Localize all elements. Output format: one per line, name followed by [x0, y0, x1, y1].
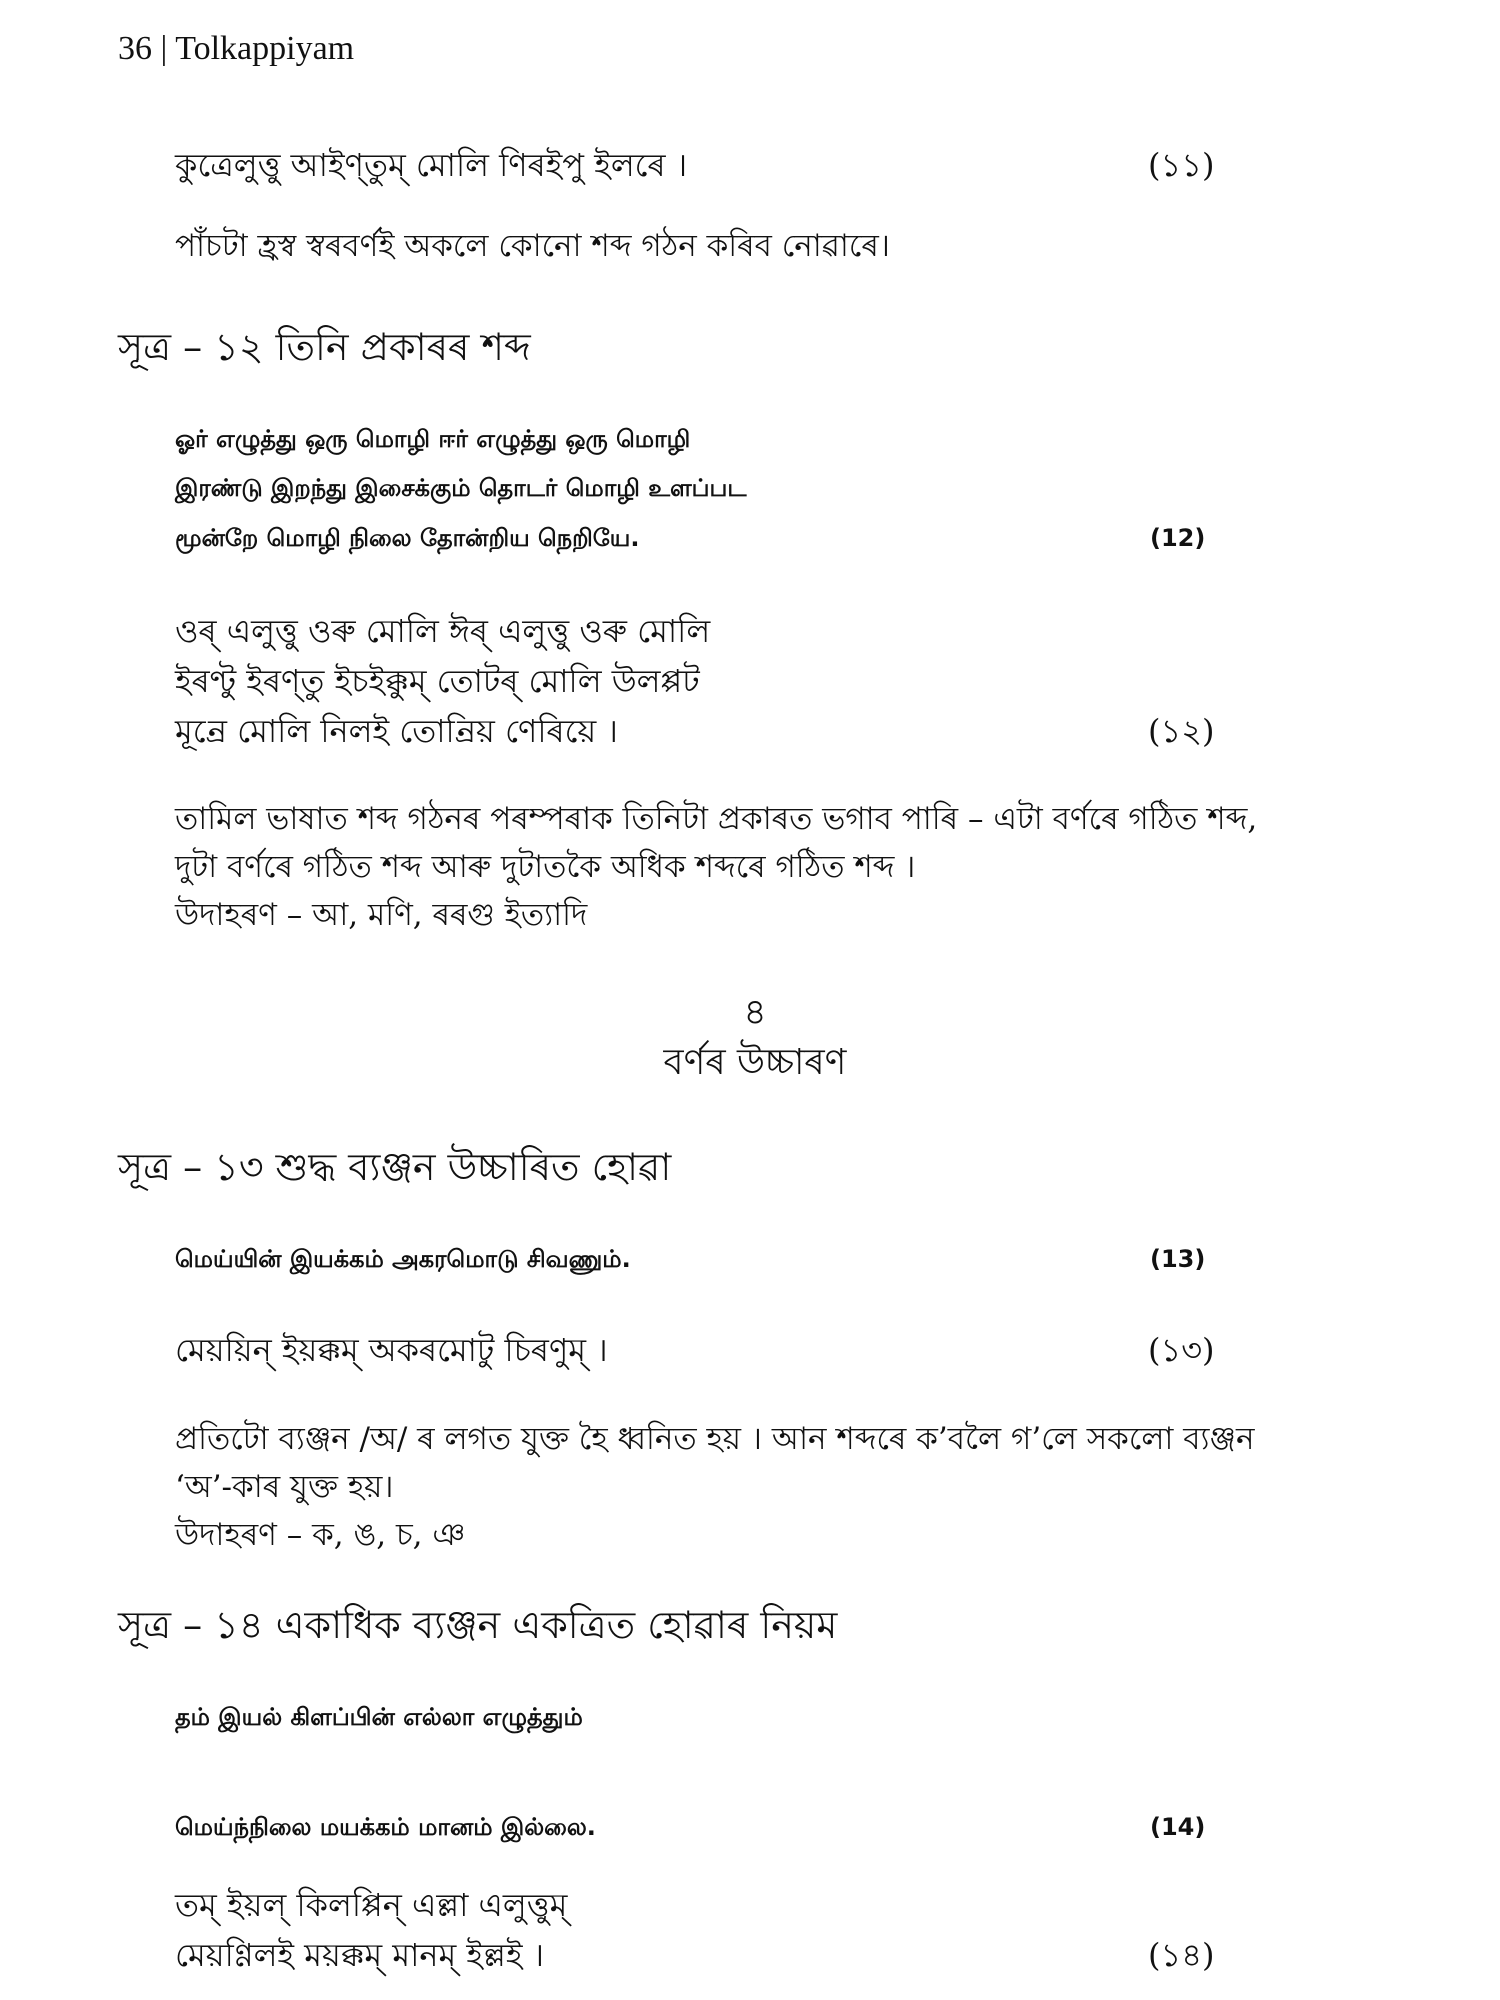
transliteration-number: (১৩)	[1148, 1331, 1215, 1369]
tamil-verse-line: இரண்டு இறந்து இசைக்கும் தொடர் மொழி உளப்பட	[175, 474, 747, 502]
transliteration-number: (১৪)	[1148, 1936, 1215, 1974]
verse-line: কুত্ৰেলুত্তু আইণ্তুম্ মোলি ণিৰইপু ইলৰে ।	[175, 146, 688, 184]
transliteration-line: মেয়ণ্ণিলই ময়ক্কম্ মানম্ ইল্লই ।	[175, 1936, 545, 1974]
chapter-title: বৰ্ণৰ উচ্চাৰণ	[663, 1042, 847, 1083]
section-heading: সূত্ৰ – ১২ তিনি প্ৰকাৰৰ শব্দ	[118, 325, 531, 369]
tamil-verse-number: (13)	[1150, 1245, 1206, 1273]
explanation-line: ‘অ’-কাৰ যুক্ত হয়।	[175, 1469, 394, 1505]
example-line: উদাহৰণ – ক, ঙ, চ, ঞ	[175, 1517, 466, 1553]
tamil-verse-line: மெய்ந்நிலை மயக்கம் மானம் இல்லை.	[175, 1813, 596, 1841]
page-number: 36	[118, 30, 152, 67]
tamil-verse-line: மூன்றே மொழி நிலை தோன்றிய நெறியே.	[175, 524, 640, 552]
book-title: Tolkappiyam	[175, 30, 355, 67]
tamil-verse-number: (12)	[1150, 524, 1206, 552]
running-header	[118, 30, 354, 68]
header-separator: |	[160, 30, 168, 67]
transliteration-line: তম্ ইয়ল্ কিলপ্পিন্ এল্লা এলুত্তুম্	[175, 1886, 568, 1924]
tamil-verse-line: தம் இயல் கிளப்பின் எல்லா எழுத்தும்	[175, 1703, 583, 1731]
explanation-line: প্ৰতিটো ব্যঞ্জন /অ/ ৰ লগত যুক্ত হৈ ধ্বনিত হয় । আন শব্দৰে ক’বলৈ গ’লে সকলো ব্যঞ্জন	[175, 1421, 1255, 1457]
transliteration-line: ইৰণ্টু ইৰণ্তু ইচইক্কুম্ তোটৰ্ মোলি উলপ্পট	[175, 662, 700, 700]
section-heading: সূত্ৰ – ১৪ একাধিক ব্যঞ্জন একত্ৰিত হোৱাৰ নিয়ম	[118, 1603, 838, 1647]
tamil-verse-number: (14)	[1150, 1813, 1206, 1841]
verse-number: (১১)	[1148, 146, 1215, 184]
transliteration-number: (১২)	[1148, 712, 1215, 750]
explanation-line: দুটা বৰ্ণৰে গঠিত শব্দ আৰু দুটাতকৈ অধিক শব্দৰে গঠিত শব্দ ।	[175, 849, 916, 885]
tamil-verse-line: மெய்யின் இயக்கம் அகரமொடு சிவணும்.	[175, 1245, 631, 1273]
transliteration-line: মেয়য়িন্ ইয়ক্কম্ অকৰমোটু চিৰণুম্ ।	[175, 1331, 608, 1369]
section-heading: সূত্ৰ – ১৩ শুদ্ধ ব্যঞ্জন উচ্চাৰিত হোৱা	[118, 1145, 672, 1189]
explanation-line: তামিল ভাষাত শব্দ গঠনৰ পৰম্পৰাক তিনিটা প্ৰকাৰত ভগাব পাৰি – এটা বৰ্ণৰে গঠিত শব্দ,	[175, 801, 1258, 837]
tamil-verse-line: ஓர் எழுத்து ஒரு மொழி ஈர் எழுத்து ஒரு மொழி	[175, 425, 691, 453]
transliteration-line: ওৰ্ এলুত্তু ওৰু মোলি ঈৰ্ এলুত্তু ওৰু মোলি	[175, 612, 711, 650]
transliteration-line: মূন্ৰে মোলি নিলই তোন্ৰিয় ণেৰিয়ে ।	[175, 712, 618, 750]
example-line: উদাহৰণ – আ, মণি, ৰৰগু ইত্যাদি	[175, 897, 588, 933]
explanation-line: পাঁচটা হ্ৰস্ব স্বৰবৰ্ণই অকলে কোনো শব্দ গঠন কৰিব নোৱাৰে।	[175, 228, 890, 264]
chapter-number: ৪	[743, 992, 767, 1033]
